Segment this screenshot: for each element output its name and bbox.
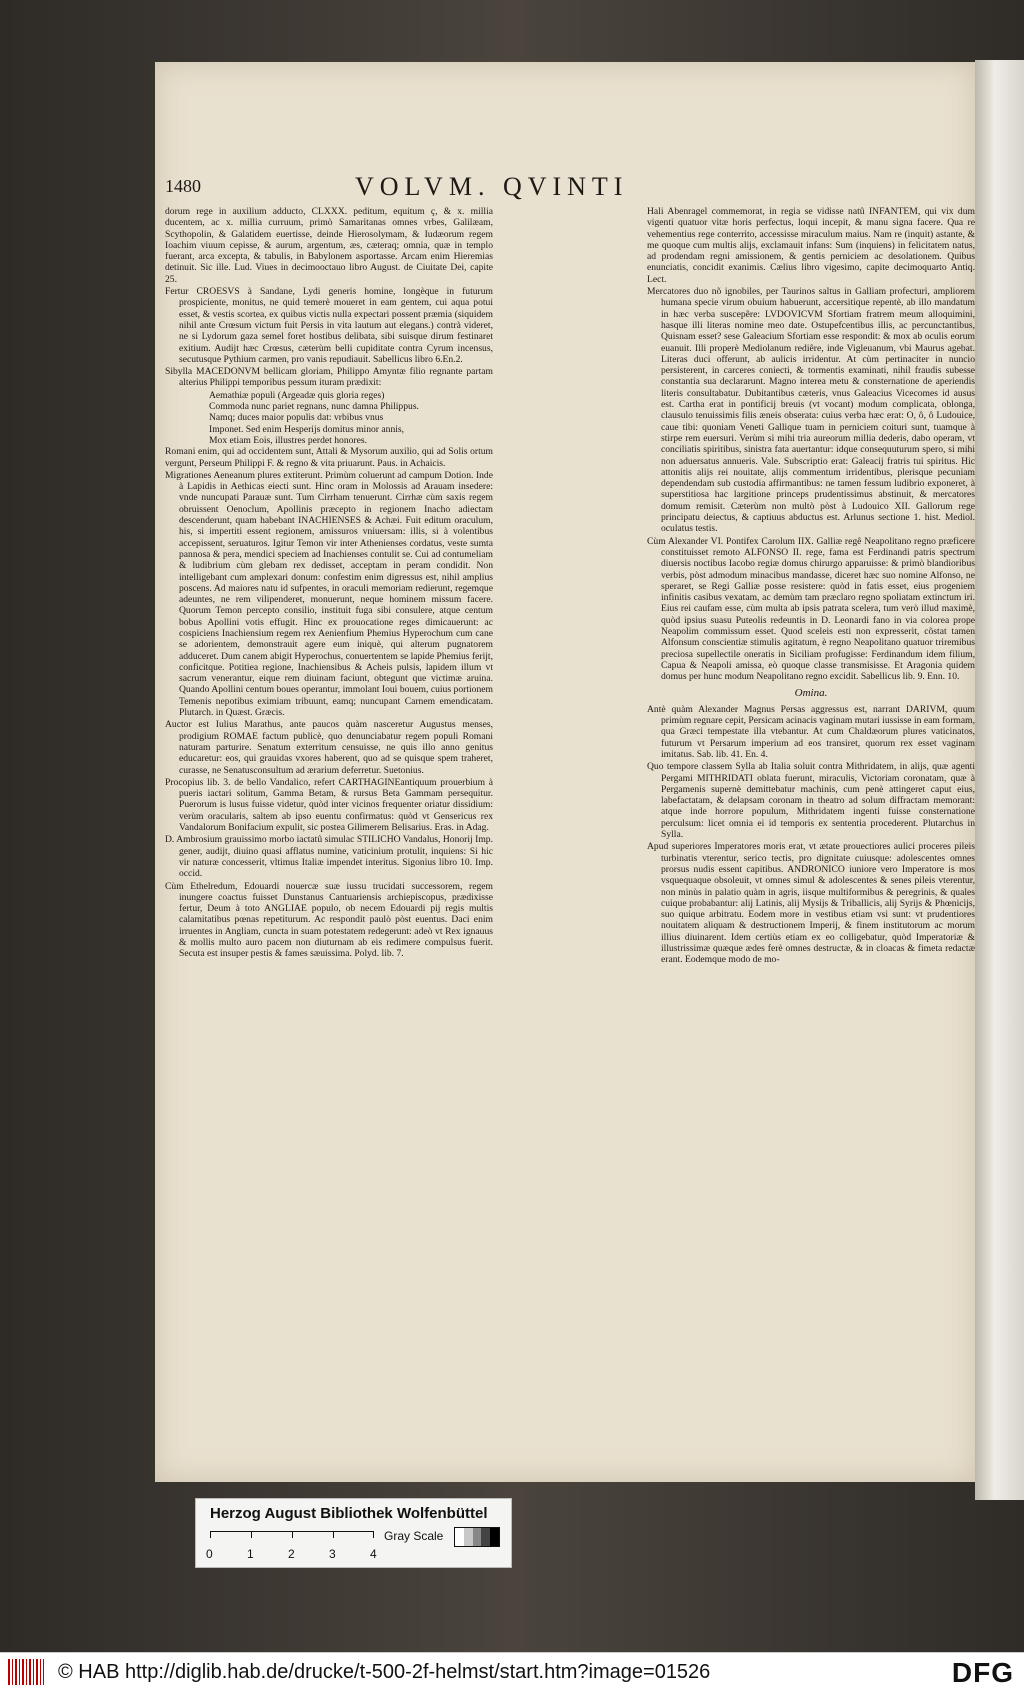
paragraph: Auctor est Iulius Marathus, ante paucos quàm nasceretur Augustus menses, prodigium ROMAE factum publicè, quo denunciabatur regem populi Romani naturam parturire. Senatum exterritum censuisse, ne quis illo anno genitus educaretur: eos, qui grauidas vxores haberent, quo ad se quisque spem traheret, curasse, ne Senatusconsultum ad ærarium deferretur. Suetonius.	[165, 719, 493, 776]
paragraph: dorum rege in auxilium adducto, CLXXX. peditum, equitum ç, & x. millia ducentem, ac x. millia curruum, primò Samaritanas omnes vrbes, Galilæam, Scythopolin, & Galatidem euertisse, deinde Hierosolymam, & Iudæorum regem Ioachim viuum cepisse, & aurum, argentum, æs, cæteraq; omnia, quæ in templo fuerant, arca excepta, & tabulis, in Babylonem asportasse. Arcam enim Hieremias detinuit. Sic ille. Lud. Viues in decimooctauo libro August. de Ciuitate Dei, capite 25.	[165, 206, 493, 285]
dfg-logo: DFG	[951, 1657, 1014, 1688]
color-calibration-bar	[195, 1498, 512, 1568]
paragraph: Hali Abenragel commemorat, in regia se vidisse natû INFANTEM, qui vix dum vigenti quatuor vitæ horis perfectus, loqui incepit, & manu signa facere. Qua re vehementius rege conterrito, accessisse miraculum maius. Nam re (inquit) astante, & me quoque cum multis alijs, exclamauit infans: Sum (inquiens) in felicitatem natus, ad prodendam regni amissionem, & gentis perniciem ac desolationem. Quibus enunciatis, concidit exanimis. Cælius libro vigesimo, capite decimoquarto Antiq. Lect.	[647, 206, 975, 285]
running-title: VOLVM. QVINTI	[355, 172, 629, 201]
gray-swatch-cell	[481, 1528, 490, 1546]
paragraph: Antè quàm Alexander Magnus Persas aggressus est, narrant DARIVM, quum primùm regnare cepit, Persicam acinacis vaginam mutari iussisse in eam formam, qua Græci tempestate illa vtebantur. At cum Chaldæorum plures vaticinatos, futurum vt Persarum imperium ad eos transiret, quorum rex esset vaginam imitatus. Sab. lib. 41. En. 4.	[647, 703, 975, 760]
library-name: Herzog August Bibliothek Wolfenbüttel	[210, 1505, 488, 1522]
paragraph: Cùm Alexander VI. Pontifex Carolum IIX. Galliæ regê Neapolitano regno præficere constituisset remoto ALFONSO II. rege, fama est Ferdinandi patris spectrum diuersis noctibus Iacobo regiæ domus chirurgo apparuisse: & primò blandioribus verbis, pòst admodum minacibus mandasse, diceret hæc suo nomine Alfonso, ne speraret, se Regi Galliæ posse resistere: quòd in fatis esset, eius progeniem infinitis casibus vexatam, ac demùm tam præclaro regno spoliatam extinctum iri. Eius rei caufam esse, cùm multa ab ipsis patrata scelera, tum verò illud maximè, quòd ipsius suasu Puteolis redeuntis in D. Leonardi fano in via colorea prope Neapolim commissum esset. Quod sceleis esti non expresserit, cõstat tamen Alfonsum conscientiæ stimulis agitatum, è regno Neapolitano quatuor triremibus preciosa supellectile oneratis in Siciliam profugisse: Ferdinandum idem filium, Capua & Neapoli amissa, eò quoque classe transmisisse. Et Aragonia quidem domus per hunc modum Neapolitano regno excidit. Sabellicus lib. 9. Enn. 10.	[647, 535, 975, 683]
book-spine	[975, 60, 1024, 1500]
cm-ruler	[210, 1531, 374, 1544]
ruler-number: 0	[206, 1547, 213, 1561]
paragraph: Procopius lib. 3. de bello Vandalico, refert CARTHAGINEantiquum prouerbium à pueris iactari solitum, Gamma Betam, & rursus Beta Gammam persequitur. Puerorum is lusus fuisse videtur, quòd inter vicinos frequenter oriatur dissidium: verùm oracularis, saltem ab ipso euentu confirmatus: quòd vt Gensericus rex Vandalorum Bonifacium expulit, sic postea Gilimerem Belisarius. Eras. in Adag.	[165, 776, 493, 834]
paragraph: Quo tempore classem Sylla ab Italia soluit contra Mithridatem, in alijs, quæ agenti Pergami MITHRIDATI oblata fuerunt, miraculis, Victoriam coronatam, quæ à Pergamenis supernè demittebatur machinis, cum penè attingeret caput eius, labefactatam, & delapsam coronam in theatro ad solum diffractam memorant: atque inde horrore populum, Mithridatem ingenti fuisse consternatione perculsum: licet omnia ei id temporis ex sententia procederent. Plutarchus in Sylla.	[647, 761, 975, 841]
copyright-url[interactable]: © HAB http://diglib.hab.de/drucke/t-500-2f-helmst/start.htm?image=01526	[58, 1661, 711, 1683]
ruler-number: 1	[247, 1547, 254, 1561]
paragraph: Migrationes Aeneanum plures extiterunt. Primùm coluerunt ad campum Dotion. Inde à Lapidis in Aethicas eiecti sunt. Hinc oram in Molossis ad Arauam insedere: vnde nuncupati Parauæ sunt. Tum Cirrham tenuerunt. Cirrhæ cùm saxis regem obruissent Oenoclum, Apollinis præcepto in regionem Inacho adiectam descenderunt, quam habebant INACHIENSES & Achæi. Fuit editum oraculum, his, si impertiti essent regionem, amissuros vniuersam: illis, si à volentibus accepissent, seruaturos. Igitur Temon vir inter Athenienses cordatus, veste sumta pannosa & pera, mendici speciem ad Inachienses contulit se. Cui ad contumeliam & ludibrium cùm glebam rex dedisset, acceptam in peram condidit. Non intelligebant cum amplexari donum: confestim enim digressus est, nihil amplius poscens. Ad maiores natu id sufpentes, in oraculi memoriam redierunt, regemque adeuntes, ne rem vilipenderet, monuerunt, neque hominem missum facere. Quorum Temon percepto consilio, instituit fuga sibi consulere, atque centum bobus Apollini votis effugit. Hinc ex prouocatione reges dimicauerunt: ac cospiciens Inachiensium regem rex Aenienfium Phemius Hyperochum cum cane se adorientem, demonstrauit agere eum iniquè, qui alterum pugnatorem adduceret. Dum canem abigit Hyperochus, conuertentem se lapide Phemius ferijt, conficitque. Potitiea regione, Inachiensibus & Acheis pulsis, lapidem illum vt sacrum venerantur, eique rem diuinam faciunt, obtegunt que victimæ aruina. Quando Apollini centum boues operantur, immolant Ioui bouem, cuius portionem Temenis nepotibus eximiam tribuunt, eamq; nuncupant Carnem emendicatam. Plutarch. in Quæst. Græcis.	[165, 469, 493, 719]
paragraph: D. Ambrosium grauissimo morbo iactatû simulac STILICHO Vandalus, Honorij Imp. gener, audijt, diuino quasi afflatus numine, vaticinium protulit, inquiens: Si hic vir naturæ concesserit, vltimus Italiæ impendet interitus. Sigonius libro 10. Imp. occid.	[165, 834, 493, 880]
gray-swatch-cell	[464, 1528, 473, 1546]
paragraph: Mox etiam Eois, illustres perdet honores.	[209, 434, 368, 446]
paragraph: Cùm Ethelredum, Edouardi nouercæ suæ iussu trucidati successorem, regem inungere coactus fuisset Dunstanus Cantuariensis archiepiscopus, prædixisse fertur, Deum à toto ANGLIAE populo, ob necem Edouardi pij regis multis calamitatibus pœnas repetiturum. Ac respondit paulò pòst euentus. Daci enim irruentes in Angliam, cuncta in suam potestatem redegerunt: adeò vt Rex ignauus & mollis multo auro pacem non diuturnam ab eis redimere compulsus fuerit. Secuta est insuper pestis & fames sæuissima. Polyd. lib. 7.	[165, 880, 493, 960]
right-text-column	[647, 206, 975, 967]
paragraph: Commoda nunc pariet regnans, nunc damna Philippus.	[209, 401, 419, 413]
paragraph: Romani enim, qui ad occidentem sunt, Attali & Mysorum auxilio, qui ad Solis ortum vergunt, Perseum Philippi F. & regno & vita priuarunt. Paus. in Achaicis.	[165, 446, 493, 469]
ruler-number: 2	[288, 1547, 295, 1561]
gray-swatch-cell	[490, 1528, 499, 1546]
section-heading: Omina.	[794, 687, 828, 700]
left-text-column	[165, 206, 493, 961]
page-number: 1480	[165, 176, 201, 196]
paragraph: Namq; duces maior populis dat: vrbibus vnus	[209, 412, 384, 424]
gray-scale-swatch	[454, 1527, 500, 1547]
ruler-number: 3	[329, 1547, 336, 1561]
paragraph: Apud superiores Imperatores moris erat, vt ætate prouectiores aulici proceres pileis turbinatis vterentur, serico tectis, pro dignitate cuiusque: adolescentes omnes prorsus nudis essent capitibus. ANDRONICO iuniore vero Imperatore is mos vsquequaque obsoleuit, vt omnes simul & adolescentes & senes pileis vterentur, non minùs in palatio quàm in agris, iisque multiformibus & peregrinis, & quales cuique probabantur: alij Latinis, alij Mysijs & Triballicis, alij Syrijs & Phœnicijs, suo quique arbitratu. Eodem more in vestibus etiam vsi sunt: vt prudentiores nouitatem aliquam & destructionem Imperij, & finem institutorum ac morum illius diuinarent. Idem certiùs etiam ex eo colligebatur, quòd Imperatoriæ & illustrissimæ quæque ædes ferè omnes destructæ, & in cloacas & fimeta redactæ erant. Eodemque modo de mo-	[647, 841, 975, 966]
paragraph: Aemathiæ populi (Argeadæ quis gloria reges)	[209, 389, 385, 401]
viewer-footer	[0, 1652, 1024, 1691]
gray-swatch-cell	[473, 1528, 482, 1546]
paragraph: Mercatores duo nõ ignobiles, per Taurinos saltus in Galliam profecturi, ampliorem humana specie virum obuium habuerunt, accersitique repentè, ab illo mandatum in hæc verba suscepêre: LVDOVICVM Sfortiam fratrem meum alloquimini, hasque illi literas nomine meo date. Ostupefcentibus illis, ac percunctantibus, Quisnam esset? sese Galeacium Sfortiam esse respondit: & mox ab oculis eorum euanuit. Illi properè Mediolanum rediêre, inde Vigleuanum, vbi Maurus agebat. Literas duci offerunt, ab aulicis irridentur. At cùm pertinaciter in nuncio persisterent, in carceres coniecti, & tormentis examinati, nihil fraudis subesse constantia sua declararunt. Magno interea metu & consternatione de aperiendis literis consultabatur. Dubitantibus cæteris, vnus Galeacius Vicecomes id ausus est. Cartha erat in pontificij breuis (vt vocant) modum complicata, oblonga, clausulo tenuissimis filis æneis obserata: cuius verba hæc erat: O, ô, ô Ludouice, caue tibi: quoniam Veneti Gallique tuam in perniciem coituri sunt, tuamque à stirpe rem euersuri. Verùm si mihi tria aureorum millia dederis, dabo operam, vt conciliatis spiritibus, sinistra fata auertantur: idque consequuturum spero, si mihi non aduersatus annueris. Vale. Subscriptio erat: Galeacij fratris tui spiritus. Hic attonitis alijs rei nouitate, alijs commentum irridentibus, plerisque pecuniam dependendam sub custodia affirmantibus: ne tamen fessum ludibrio exponeret, à superstitiosa hac largitione princeps prudentissimus abstinuit, & mercatores domum remisit. Cæterùm non multò pòst à Ludouico XII. Gallorum rege principatu deiectus, & captiuus abductus est. Arlunus sectione 1. hist. Mediol. oculatus testis.	[647, 286, 975, 535]
gray-swatch-cell	[455, 1528, 464, 1546]
paragraph: Sibylla MACEDONVM bellicam gloriam, Philippo Amyntæ filio regnante partam alterius Philippi temporibus pessum ituram prædixit:	[165, 366, 493, 389]
barcode-icon	[8, 1659, 44, 1685]
page-header	[165, 172, 805, 202]
paragraph: Imponet. Sed enim Hesperijs domitus minor annis,	[209, 423, 405, 435]
paragraph: Fertur CROESVS à Sandane, Lydi generis homine, longèque in futurum prospiciente, monitus, ne quid temerè moueret in eam gentem, cui aqua potui esset, & vestis scortea, ex quibus victis nulla expectari possent præmia (siquidem nihil ante Crœsum victum fuit Persis in vita lautum aut elegans.) contrà videret, ne si Lydorum gaza semel foret hostibus delibata, sibi suisque dirum festinaret exitium. Audijt hæc Crœsus, cæterùm belli cupiditate contra Cyrum incensus, secutusque Pythium carmen, pro vanis repudiauit. Sabellicus libro 6.En.2.	[165, 286, 493, 365]
ruler-number: 4	[370, 1547, 377, 1561]
gray-scale-label: Gray Scale	[384, 1529, 444, 1543]
